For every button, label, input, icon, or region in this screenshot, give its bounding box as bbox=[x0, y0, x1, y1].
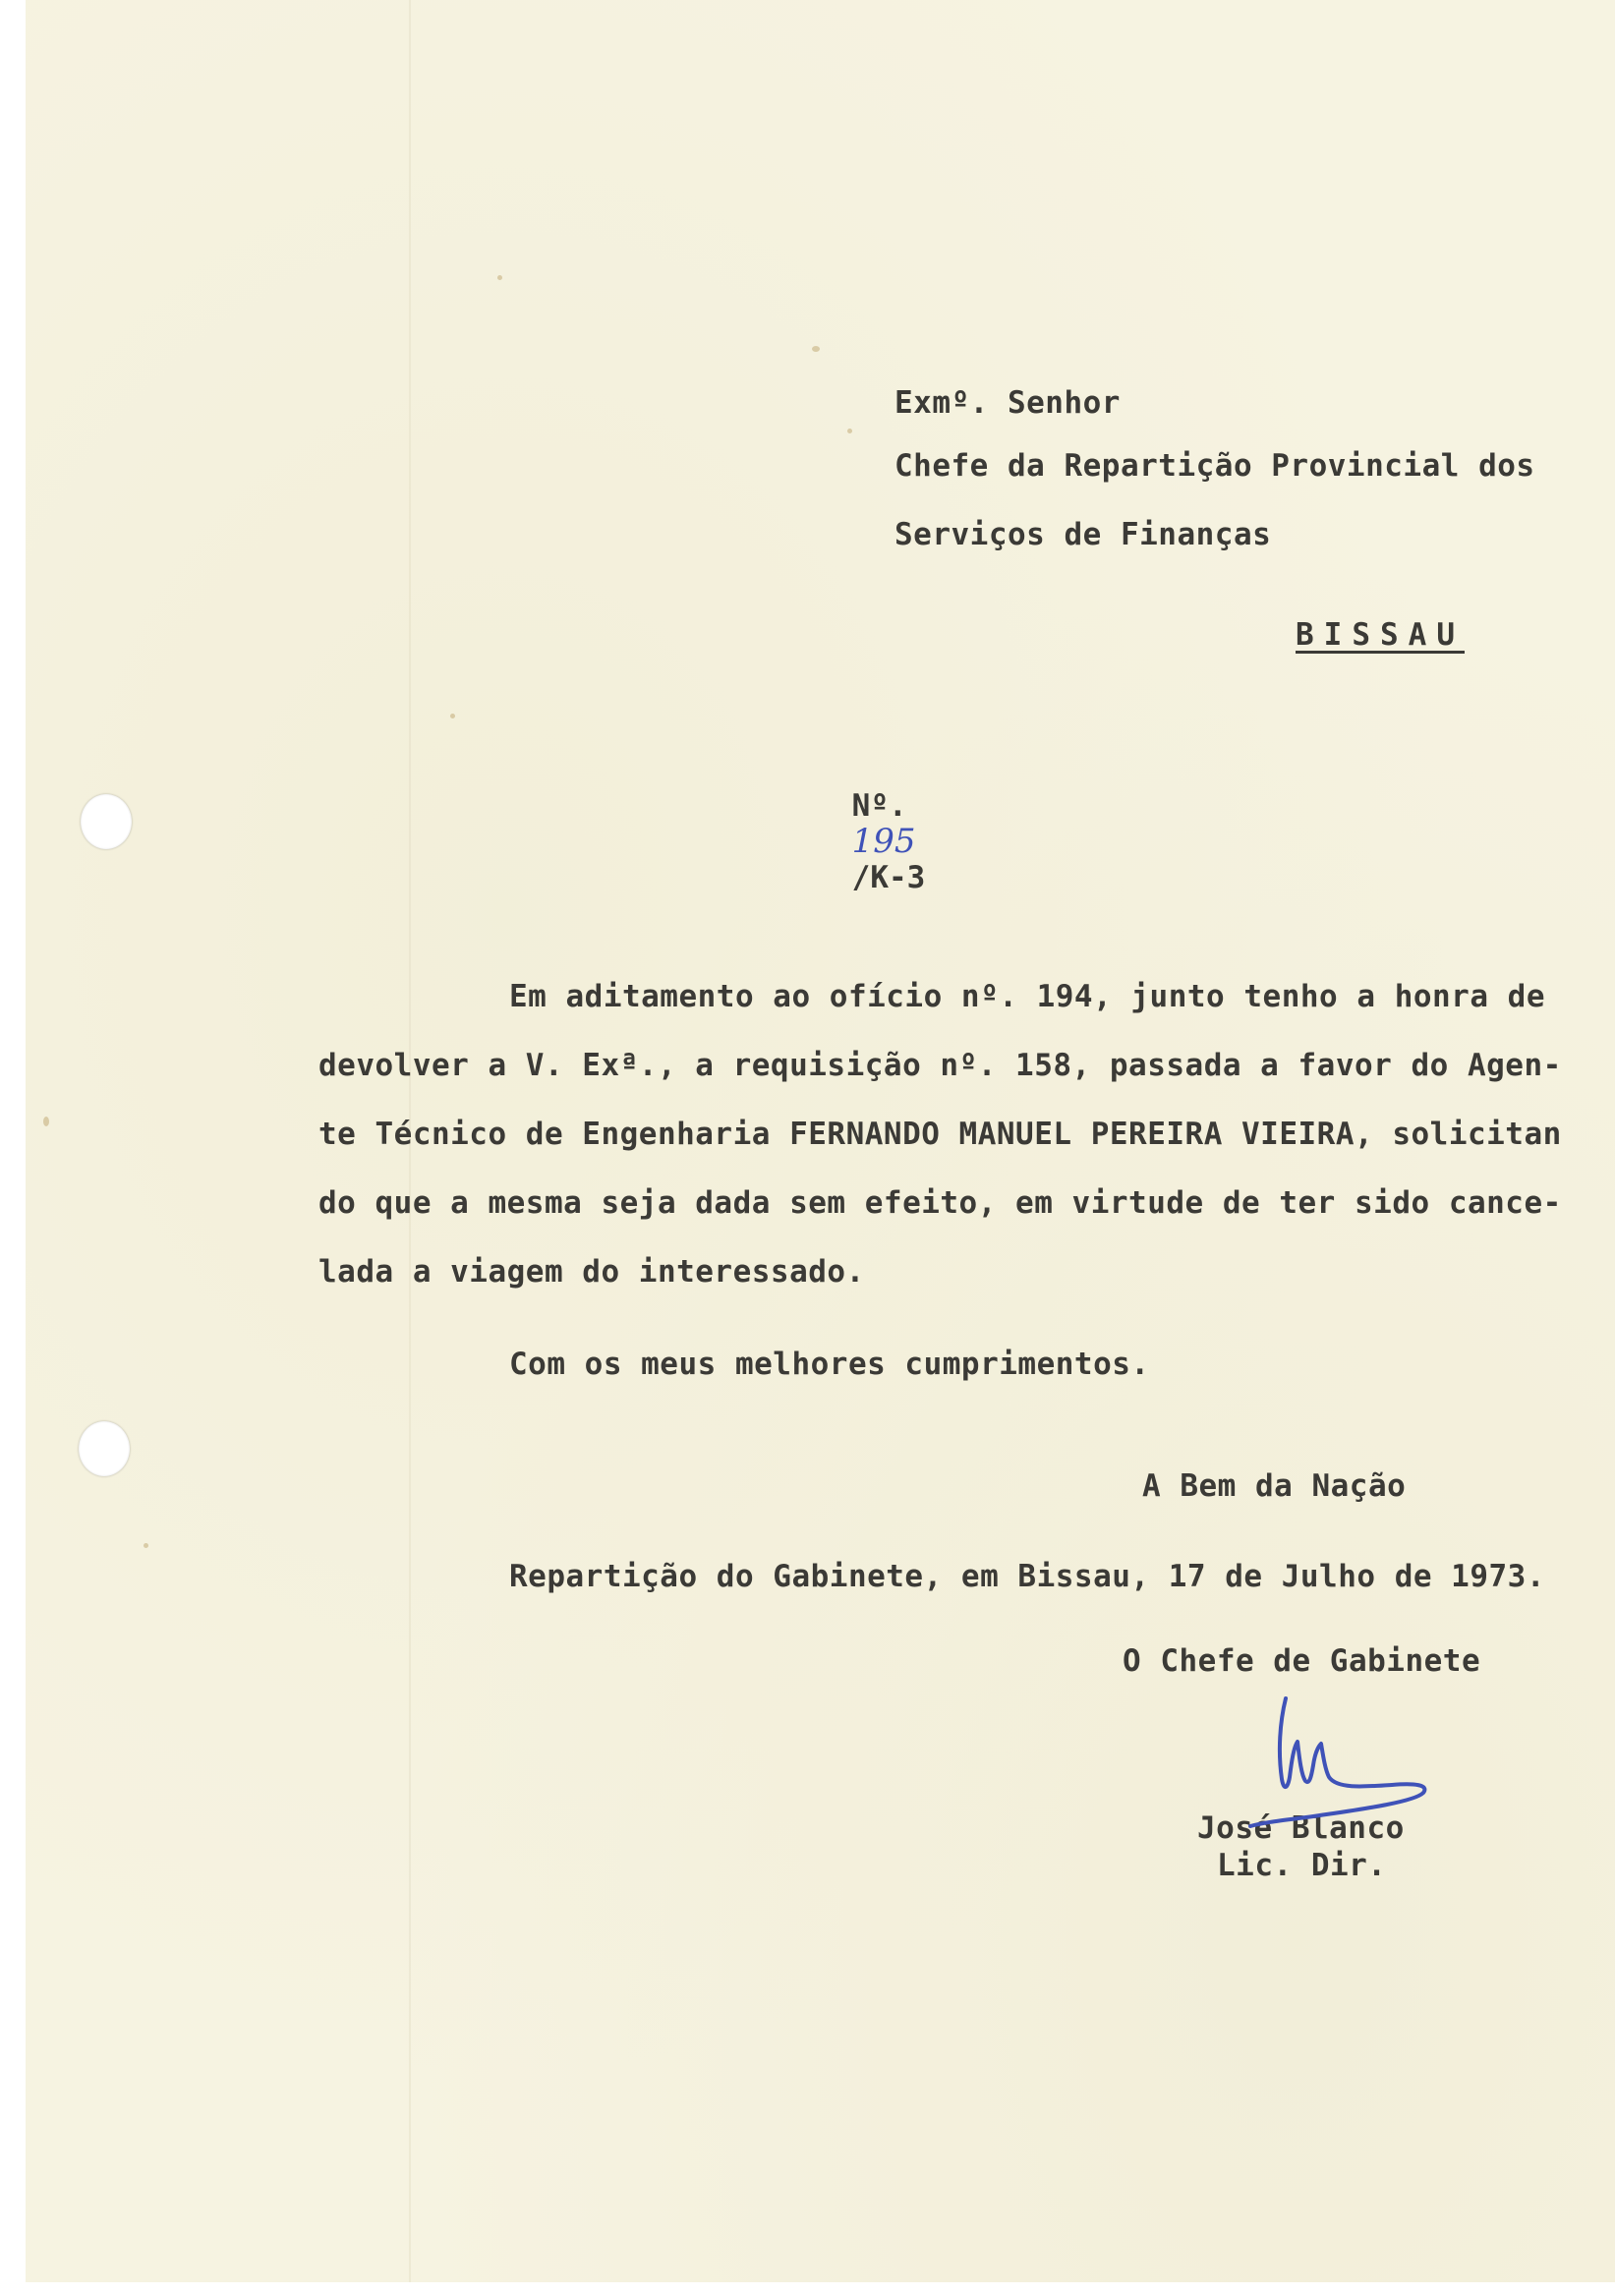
paper-speck bbox=[144, 1543, 148, 1548]
paper-speck bbox=[43, 1117, 49, 1126]
recipient-title-line-1: Chefe da Repartição Provincial dos bbox=[894, 448, 1535, 484]
paper-speck bbox=[847, 429, 852, 433]
handwritten-signature bbox=[1195, 1683, 1451, 1850]
paper-speck bbox=[812, 346, 820, 352]
body-line: do que a mesma seja dada sem efeito, em virtude de ter sido cance- bbox=[318, 1185, 1562, 1221]
valediction: A Bem da Nação bbox=[1142, 1468, 1407, 1504]
reference-suffix: /K-3 bbox=[851, 860, 926, 895]
body-line: lada a viagem do interessado. bbox=[318, 1254, 865, 1290]
paper-speck bbox=[450, 714, 455, 718]
letter-page bbox=[26, 0, 1615, 2282]
place-and-date: Repartição do Gabinete, em Bissau, 17 de Julho de 1973. bbox=[509, 1559, 1545, 1594]
reference-number bbox=[779, 753, 925, 931]
body-line: Em aditamento ao ofício nº. 194, junto tenho a honra de bbox=[509, 979, 1545, 1014]
reference-handwritten-number: 195 bbox=[851, 822, 916, 861]
signer-degree: Lic. Dir. bbox=[1217, 1848, 1387, 1883]
signer-title: O Chefe de Gabinete bbox=[1123, 1643, 1481, 1679]
signer-name: José Blanco bbox=[1197, 1810, 1405, 1846]
reference-prefix: Nº. bbox=[851, 788, 907, 824]
body-line: te Técnico de Engenharia FERNANDO MANUEL PEREIRA VIEIRA, solicitan bbox=[318, 1117, 1562, 1152]
body-line: devolver a V. Exª., a requisição nº. 158, passada a favor do Agen- bbox=[318, 1048, 1562, 1083]
paper-speck bbox=[497, 275, 502, 280]
recipient-salutation: Exmº. Senhor bbox=[894, 385, 1121, 421]
closing-line: Com os meus melhores cumprimentos. bbox=[509, 1347, 1150, 1382]
punch-hole-bottom bbox=[79, 1421, 130, 1476]
punch-hole-top bbox=[81, 794, 132, 849]
recipient-city: BISSAU bbox=[1296, 617, 1465, 653]
recipient-title-line-2: Serviços de Finanças bbox=[894, 517, 1272, 552]
